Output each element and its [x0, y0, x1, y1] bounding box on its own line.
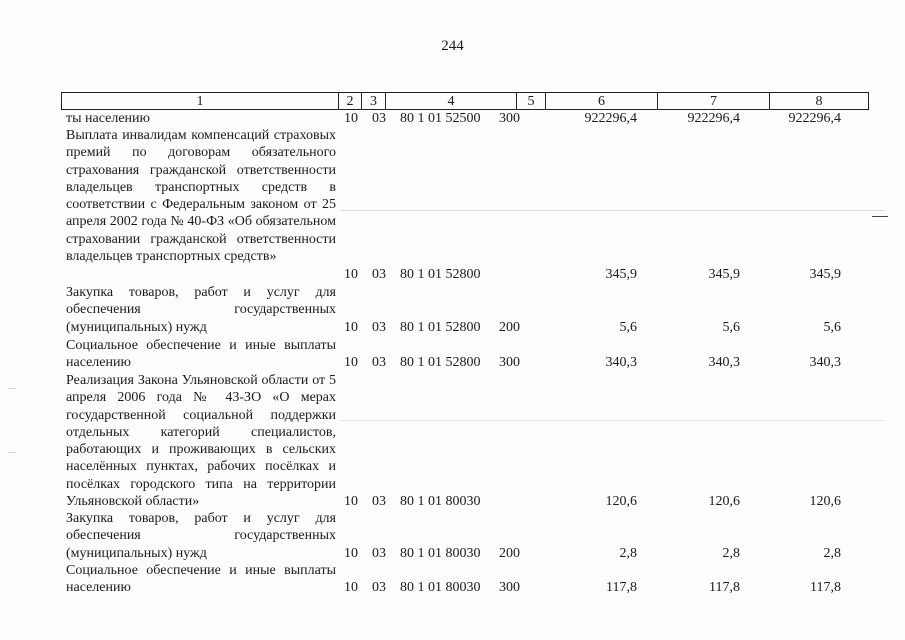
header-col-1: 1: [61, 92, 339, 110]
col-8-cell: 5,6: [823, 320, 841, 335]
col-2-cell: 10: [344, 494, 358, 509]
col-3-cell: 03: [372, 546, 386, 561]
header-col-8: 8: [769, 92, 869, 110]
col-3-cell: 03: [372, 320, 386, 335]
col-2-cell: 10: [344, 320, 358, 335]
col-4-cell: 80 1 01 52800: [400, 267, 481, 282]
row-description: Закупка товаров, работ и услуг для обеспечения государственных (муниципальных) нужд: [66, 511, 336, 561]
col-4-cell: 80 1 01 52800: [400, 320, 481, 335]
col-4-cell: 80 1 01 80030: [400, 494, 481, 509]
scan-artifact: [8, 452, 16, 453]
col-4-cell: 80 1 01 52500: [400, 111, 481, 126]
row-description: Выплата инвалидам компенсаций страховых премий по договорам обязательного страхования гражданской ответственности владельцев транспортных средств в соответствии с Федеральным законом от 25 апреля 2002 года № 40-ФЗ «Об обязательном страховании гражданской ответственности владельцев транспортных средств»: [66, 128, 336, 265]
col-3-cell: 03: [372, 580, 386, 595]
col-7-cell: 2,8: [722, 546, 740, 561]
col-3-cell: 03: [372, 494, 386, 509]
col-2-cell: 10: [344, 111, 358, 126]
col-2-cell: 10: [344, 546, 358, 561]
col-7-cell: 345,9: [708, 267, 740, 282]
col-4-cell: 80 1 01 80030: [400, 580, 481, 595]
col-7-cell: 117,8: [709, 580, 740, 595]
col-4-cell: 80 1 01 52800: [400, 355, 481, 370]
scan-artifact: [8, 388, 16, 389]
scan-artifact: [872, 216, 888, 217]
header-col-4: 4: [385, 92, 517, 110]
col-2-cell: 10: [344, 267, 358, 282]
col-7-cell: 120,6: [708, 494, 740, 509]
col-6-cell: 5,6: [619, 320, 637, 335]
col-6-cell: 922296,4: [584, 111, 637, 126]
scan-artifact: [340, 420, 885, 421]
page-number: 244: [441, 38, 464, 54]
header-col-6: 6: [545, 92, 658, 110]
col-6-cell: 2,8: [619, 546, 637, 561]
col-2-cell: 10: [344, 580, 358, 595]
row-description: Социальное обеспечение и иные выплаты населению: [66, 563, 336, 596]
header-col-2: 2: [338, 92, 362, 110]
col-5-cell: 200: [499, 546, 520, 561]
col-7-cell: 340,3: [708, 355, 740, 370]
col-5-cell: 300: [499, 355, 520, 370]
col-4-cell: 80 1 01 80030: [400, 546, 481, 561]
col-8-cell: 120,6: [809, 494, 841, 509]
row-description: Социальное обеспечение и иные выплаты населению: [66, 338, 336, 371]
row-description: Реализация Закона Ульяновской области от 5 апреля 2006 года № 43-ЗО «О мерах государственной социальной поддержки отдельных категорий специалистов, работающих и проживающих в сельских населённых пунктах, рабочих посёлках и посёлках городского типа на территории Ульяновской области»: [66, 373, 336, 510]
col-5-cell: 200: [499, 320, 520, 335]
header-col-3: 3: [361, 92, 386, 110]
col-7-cell: 922296,4: [687, 111, 740, 126]
col-3-cell: 03: [372, 267, 386, 282]
col-7-cell: 5,6: [722, 320, 740, 335]
col-3-cell: 03: [372, 111, 386, 126]
col-5-cell: 300: [499, 111, 520, 126]
col-8-cell: 340,3: [809, 355, 841, 370]
col-8-cell: 922296,4: [788, 111, 841, 126]
scan-artifact: [340, 210, 885, 211]
col-6-cell: 340,3: [605, 355, 637, 370]
col-5-cell: 300: [499, 580, 520, 595]
col-8-cell: 345,9: [809, 267, 841, 282]
row-description: ты населению: [66, 111, 150, 126]
col-3-cell: 03: [372, 355, 386, 370]
col-2-cell: 10: [344, 355, 358, 370]
col-6-cell: 117,8: [606, 580, 637, 595]
col-8-cell: 2,8: [823, 546, 841, 561]
col-6-cell: 345,9: [605, 267, 637, 282]
col-8-cell: 117,8: [810, 580, 841, 595]
header-col-7: 7: [657, 92, 770, 110]
row-description: Закупка товаров, работ и услуг для обеспечения государственных (муниципальных) нужд: [66, 285, 336, 335]
header-col-5: 5: [516, 92, 546, 110]
col-6-cell: 120,6: [605, 494, 637, 509]
